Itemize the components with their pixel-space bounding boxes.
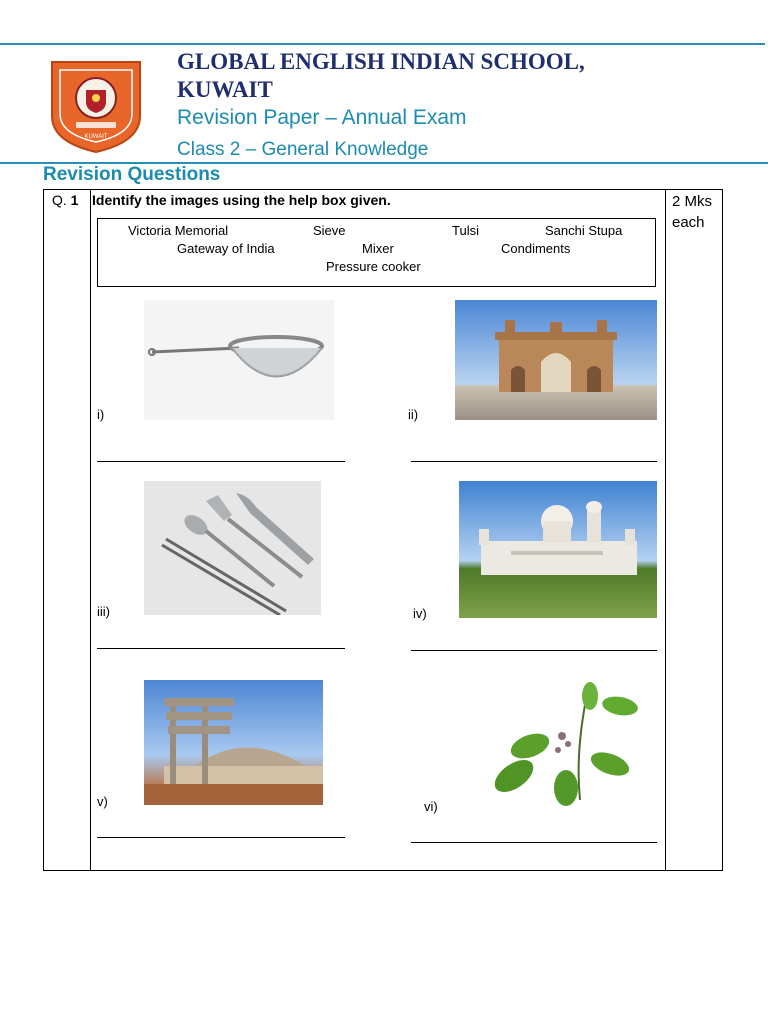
school-name-line1: GLOBAL ENGLISH INDIAN SCHOOL, <box>177 49 585 74</box>
marks-line2: each <box>672 214 705 231</box>
help-word: Gateway of India <box>177 241 275 256</box>
section-title: Revision Questions <box>43 164 221 185</box>
marks-line1: 2 Mks <box>672 193 713 210</box>
table-divider <box>90 189 91 871</box>
answer-line[interactable] <box>97 837 345 838</box>
svg-text:KUWAIT: KUWAIT <box>84 134 108 140</box>
victoria-memorial-image <box>459 481 657 618</box>
sanchi-stupa-image <box>144 680 323 805</box>
help-word: Tulsi <box>452 223 479 238</box>
image-label: v) <box>97 794 108 809</box>
answer-line[interactable] <box>411 461 657 462</box>
school-crest-icon <box>48 58 144 154</box>
school-name-line2: KUWAIT <box>177 77 273 102</box>
question-marks <box>672 191 712 233</box>
table-divider <box>665 189 666 871</box>
help-word: Victoria Memorial <box>128 223 229 238</box>
question-number-prefix: Q. <box>52 192 67 208</box>
help-word: Mixer <box>362 241 394 256</box>
help-word: Sanchi Stupa <box>545 223 623 238</box>
answer-line[interactable] <box>97 461 345 462</box>
answer-line[interactable] <box>411 650 657 651</box>
header-top-rule <box>0 43 765 45</box>
paper-title: Revision Paper – Annual Exam <box>177 106 467 129</box>
image-label: iii) <box>97 604 110 619</box>
sieve-image <box>144 300 334 420</box>
cutlery-image <box>144 481 321 615</box>
image-label: ii) <box>408 407 419 422</box>
image-label: vi) <box>424 799 438 814</box>
question-number <box>52 192 78 208</box>
tulsi-plant-image <box>470 680 657 810</box>
image-label: i) <box>97 407 105 422</box>
answer-line[interactable] <box>97 648 345 649</box>
help-word: Pressure cooker <box>326 259 421 274</box>
class-subject: Class 2 – General Knowledge <box>177 139 429 160</box>
image-label: iv) <box>413 606 427 621</box>
gateway-of-india-image <box>455 300 657 420</box>
answer-line[interactable] <box>411 842 657 843</box>
help-word: Condiments <box>501 241 571 256</box>
school-name <box>177 48 617 104</box>
help-word: Sieve <box>313 223 346 238</box>
question-text: Identify the images using the help box given. <box>92 192 391 208</box>
question-number-value: 1 <box>70 192 79 208</box>
